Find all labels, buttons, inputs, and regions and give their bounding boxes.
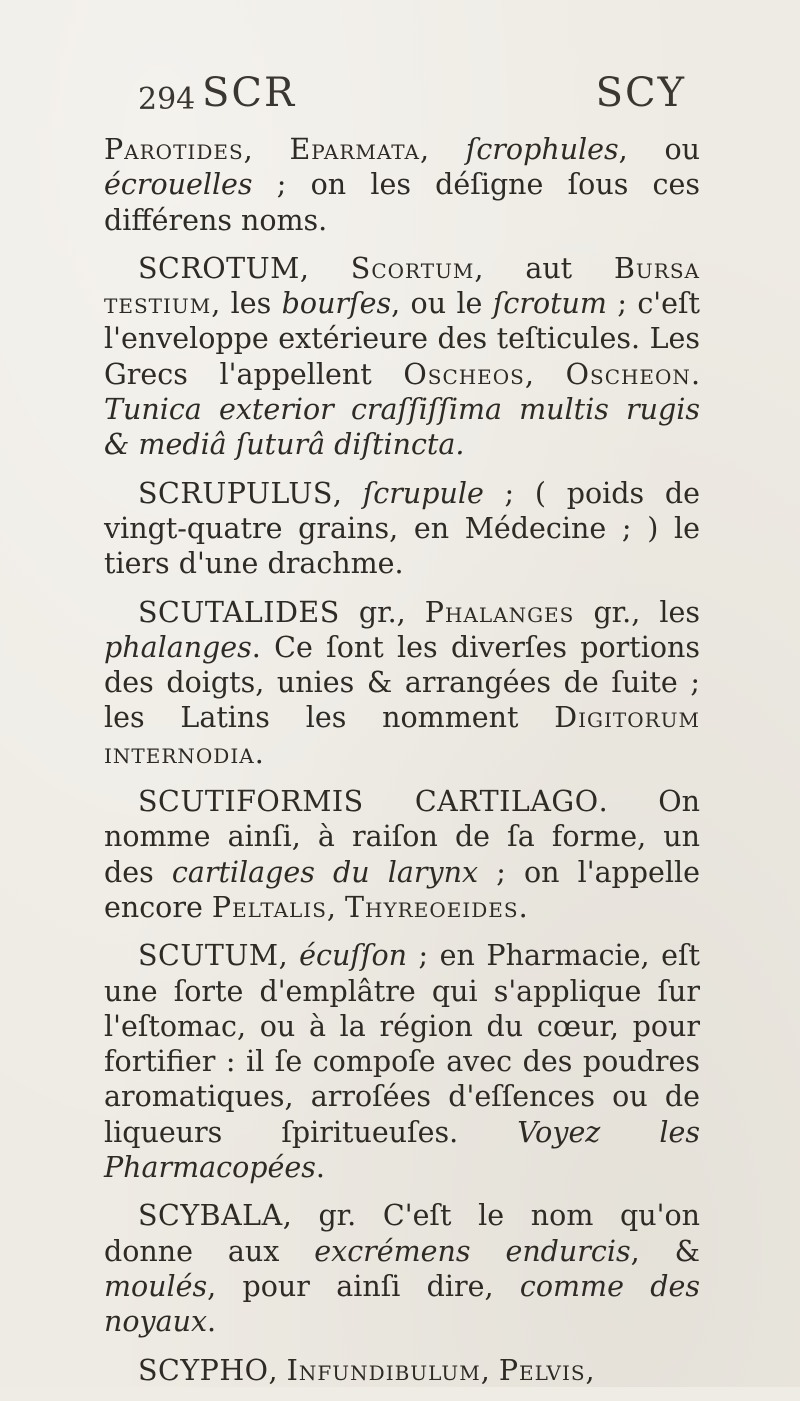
entry-french-term: écrouelles — [104, 168, 253, 202]
entry-text: . Ce ſont les diverſes portions des doigts, unies & arrangées de ſuite ; les Latins les nomment — [104, 630, 700, 735]
dictionary-text — [104, 132, 700, 1401]
entry-greek-term: Oscheon — [565, 357, 691, 391]
entry-scutum — [104, 938, 700, 1185]
entry-text: , gr. C'eſt le nom qu'on donne aux — [104, 1199, 700, 1268]
entry-synonym: Pelvis — [498, 1353, 586, 1387]
entry-headword: SCUTIFORMIS CARTILAGO — [138, 785, 599, 819]
entry-parotides — [104, 132, 700, 238]
entry-text: ; ( poids de vingt-quatre grains, en Médecine ; ) le tiers d'une drachme. — [104, 476, 700, 581]
entry-text: , — [585, 1353, 595, 1387]
entry-headword: SCUTALIDES — [138, 595, 340, 629]
entry-text: , — [243, 133, 290, 166]
entry-scrupulus — [104, 476, 700, 582]
entry-scutalides — [104, 595, 700, 771]
entry-text: . — [254, 736, 264, 770]
entry-text: , — [480, 1353, 499, 1387]
entry-french-term: ſcrotum — [492, 287, 607, 321]
entry-text: , ou — [618, 133, 701, 166]
entry-text: ; on les déſigne ſous ces différens noms. — [104, 168, 700, 237]
entry-french-term: bourſes — [281, 287, 392, 321]
entry-text: . — [207, 1305, 217, 1339]
entry-headword: SCYBALA — [138, 1199, 283, 1233]
entry-french-term: écuſſon — [299, 939, 407, 973]
entry-headword: SCUTUM — [138, 939, 279, 973]
entry-greek-term: Oscheos — [403, 357, 525, 391]
entry-text: , — [278, 939, 300, 973]
entry-text: . — [690, 357, 700, 391]
entry-text: , — [419, 133, 466, 166]
entry-text: , pour ainſi dire, — [207, 1269, 520, 1303]
entry-text: , — [332, 476, 363, 510]
entry-headword: SCRUPULUS — [138, 476, 333, 510]
header-right-word: SCY — [595, 70, 686, 116]
entry-scypho — [104, 1353, 700, 1388]
entry-text: . On nomme ainſi, à raiſon de ſa forme, un des — [104, 785, 700, 889]
entry-headword: Parotides — [104, 133, 244, 166]
entry-text: , ou le — [391, 287, 493, 321]
entry-scrotum — [104, 251, 700, 463]
entry-text: gr., — [339, 595, 425, 629]
entry-synonym: Eparmata — [289, 133, 420, 166]
entry-text: , — [524, 357, 566, 391]
entry-text: . — [518, 890, 528, 924]
entry-french-term: cartilages du larynx — [171, 855, 479, 889]
entry-french-term: ſcrophules — [465, 133, 619, 166]
entry-synonym: Infundibulum — [286, 1353, 481, 1387]
entry-french-term: ſcrupule — [362, 476, 484, 510]
entry-scutiformis — [104, 784, 700, 925]
entry-text: , aut — [474, 251, 614, 285]
entry-french-term: moulés — [104, 1269, 208, 1303]
entry-latin-term: Digitorum internodia — [104, 701, 700, 770]
header-left-word: SCR — [202, 70, 297, 116]
entry-synonym: Peltalis — [211, 890, 327, 924]
page-number: 294 — [138, 82, 196, 117]
entry-text: , — [268, 1353, 287, 1387]
entry-text: , & — [630, 1234, 700, 1268]
entry-text: ; on l'appelle encore — [104, 855, 701, 924]
entry-french-term: comme des noyaux — [104, 1269, 700, 1339]
entry-headword: SCROTUM — [138, 251, 300, 285]
entry-french-term: phalanges — [104, 630, 252, 664]
entry-text: , — [299, 251, 351, 285]
entry-cross-reference: Voyez les Pharmacopées — [104, 1115, 700, 1185]
entry-french-term: excrémens endurcis — [314, 1234, 631, 1268]
entry-text: , — [326, 890, 346, 924]
entry-text: , les — [211, 287, 282, 321]
entry-text: ; c'eſt l'enveloppe extérieure des teſticules. Les Grecs l'appellent — [104, 287, 700, 391]
entry-latin-definition: Tunica exterior craſſiſſima multis rugis & mediâ ſuturâ diſtincta. — [104, 393, 700, 462]
entry-text: . — [315, 1151, 325, 1185]
entry-synonym: Thyreoeides — [345, 890, 519, 924]
entry-synonym: Bursa testium — [104, 251, 700, 321]
entry-scybala — [104, 1198, 700, 1339]
entry-text: gr., les — [574, 595, 700, 629]
entry-text: ; en Pharmacie, eſt une ſorte d'emplâtre qui s'applique ſur l'eſtomac, ou à la région du cœur, pour fortifier : il ſe compoſe avec des poudres aromatiques, arroſées d'eſſences ou de liqueurs ſpiritueuſes. — [104, 939, 700, 1149]
entry-synonym: Phalanges — [424, 595, 575, 629]
running-header — [138, 68, 686, 128]
entry-headword: SCYPHO — [138, 1353, 269, 1387]
entry-synonym: Scortum — [350, 251, 475, 285]
